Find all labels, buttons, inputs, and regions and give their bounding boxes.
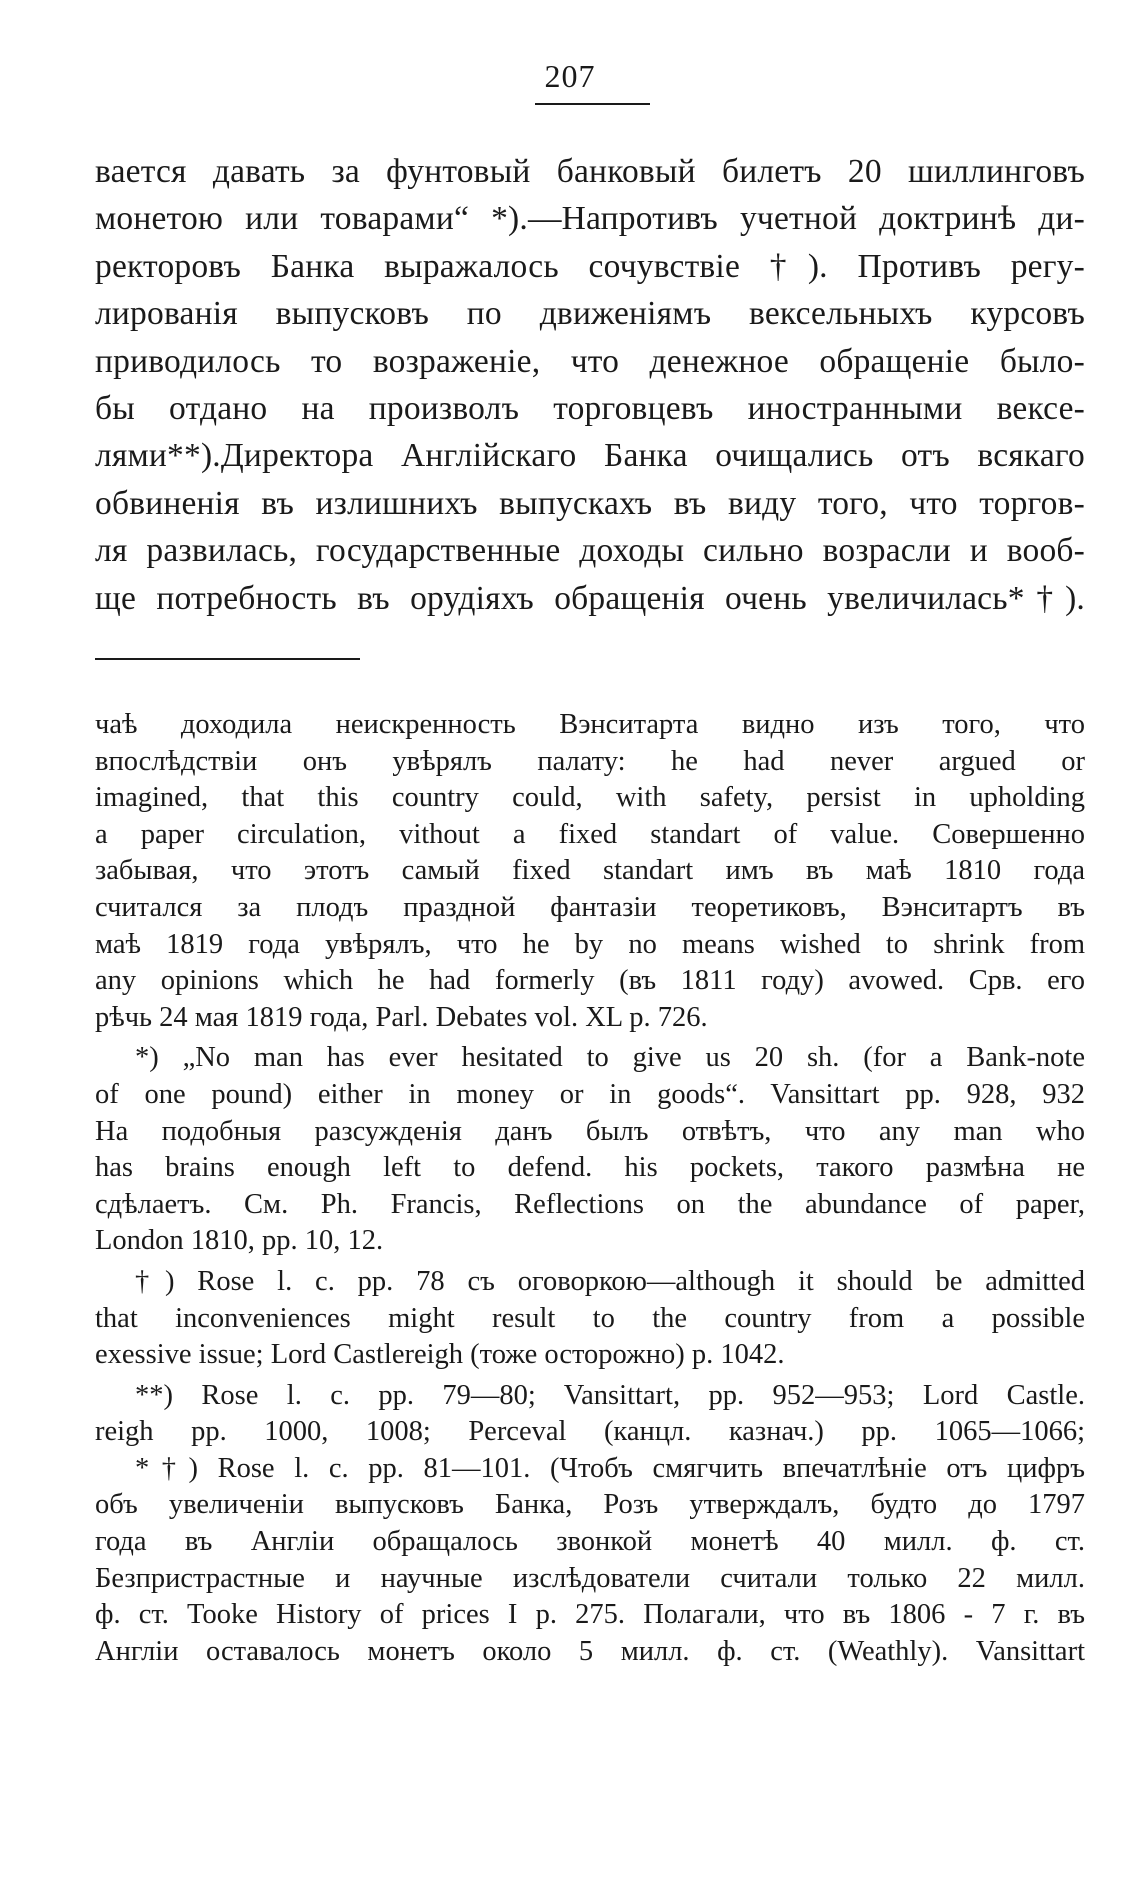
footnote-line: Англіи оставалось монетъ около 5 милл. ф. ст. (Weathly). Vansittart [95, 1635, 1085, 1667]
footnote-line: считался за плодъ праздной фантазіи теоретиковъ, Вэнситартъ въ [95, 891, 1085, 923]
main-text-line: ректоровъ Банка выражалось сочувствіе †). Противъ регу- [95, 247, 1085, 285]
main-text-line: бы отдано на произволъ торговцевъ иностранными вексе- [95, 390, 1085, 428]
footnote-line: any opinions which he had formerly (въ 1811 году) avowed. Срв. его [95, 965, 1085, 997]
footnotes-block [95, 707, 1085, 1670]
footnote-line: ф. ст. Tooke History of prices I p. 275. Полагали, что въ 1806 - 7 г. въ [95, 1599, 1085, 1631]
footnote-line: reigh pp. 1000, 1008; Perceval (канцл. казнач.) pp. 1065—1066; [95, 1416, 1085, 1448]
main-text-line: приводилось то возраженіе, что денежное обращеніе было- [95, 342, 1085, 380]
footnote-line: впослѣдствіи онъ увѣрялъ палату: he had never argued or [95, 745, 1085, 777]
main-text-line: ще потребность въ орудіяхъ обращенія очень увеличилась*†). [95, 579, 1085, 617]
page-number: 207 [544, 58, 596, 94]
footnote-continuation [95, 707, 1085, 1036]
footnote-line: забывая, что этотъ самый fixed standart имъ въ маѣ 1810 года [95, 855, 1085, 887]
main-text-line: монетою или товарами“ *).—Напротивъ учетной доктринѣ ди- [95, 200, 1085, 238]
main-text-block [95, 148, 1085, 622]
footnote-line: a paper circulation, vithout a fixed standart of value. Совершенно [95, 818, 1085, 850]
footnote-line: Безпристрастные и научные изслѣдователи считали только 22 милл. [95, 1562, 1085, 1594]
footnote-separator [95, 658, 360, 660]
footnote-line: года въ Англіи обращалось звонкой монетѣ 40 милл. ф. ст. [95, 1526, 1085, 1558]
footnote-star [95, 1040, 1085, 1260]
footnote-double-star [95, 1378, 1085, 1451]
footnote-line: объ увеличеніи выпусковъ Банка, Розъ утверждалъ, будто до 1797 [95, 1489, 1085, 1521]
footnote-line: London 1810, pp. 10, 12. [95, 1225, 384, 1257]
footnote-line: exessive issue; Lord Castlereigh (тоже осторожно) p. 1042. [95, 1339, 785, 1371]
main-text-line: вается давать за фунтовый банковый билетъ 20 шиллинговъ [95, 153, 1085, 190]
footnote-line: of one pound) either in money or in goods“. Vansittart pp. 928, 932 [95, 1078, 1085, 1110]
footnote-line: чаѣ доходила неискренность Вэнситарта видно изъ того, что [95, 709, 1085, 740]
main-text-line: лированія выпусковъ по движеніямъ вексельныхъ курсовъ [95, 295, 1085, 333]
footnote-star-dagger [95, 1451, 1085, 1671]
footnote-line: *†) Rose l. c. pp. 81—101. (Чтобъ смягчить впечатлѣніе отъ цифръ [135, 1452, 1085, 1484]
footnote-line: imagined, that this country could, with safety, persist in upholding [95, 782, 1085, 814]
footnote-line: †) Rose l. c. pp. 78 съ оговоркою—although it should be admitted [135, 1265, 1085, 1297]
footnote-dagger [95, 1264, 1085, 1374]
main-text-line: ля развилась, государственные доходы сильно возрасли и вооб- [95, 532, 1085, 570]
footnote-line: has brains enough left to defend. his pockets, такого размѣна не [95, 1152, 1085, 1184]
page-number-rule [535, 103, 650, 105]
footnote-line: маѣ 1819 года увѣрялъ, что he by no means wished to shrink from [95, 928, 1085, 960]
footnote-line: **) Rose l. c. pp. 79—80; Vansittart, pp. 952—953; Lord Castle. [135, 1379, 1085, 1411]
main-text-line: лями**).Директора Англійскаго Банка очищались отъ всякаго [95, 437, 1085, 475]
footnote-line: *) „No man has ever hesitated to give us 20 sh. (for a Bank-note [135, 1042, 1085, 1074]
footnote-line: that inconveniences might result to the country from a possible [95, 1302, 1085, 1334]
footnote-line: На подобныя разсужденія данъ былъ отвѣтъ, что any man who [95, 1115, 1085, 1147]
footnote-line: рѣчь 24 мая 1819 года, Parl. Debates vol. XL p. 726. [95, 1001, 708, 1033]
footnote-line: сдѣлаетъ. См. Ph. Francis, Reflections on the abundance of paper, [95, 1188, 1085, 1220]
main-text-line: обвиненія въ излишнихъ выпускахъ въ виду того, что торгов- [95, 484, 1085, 522]
